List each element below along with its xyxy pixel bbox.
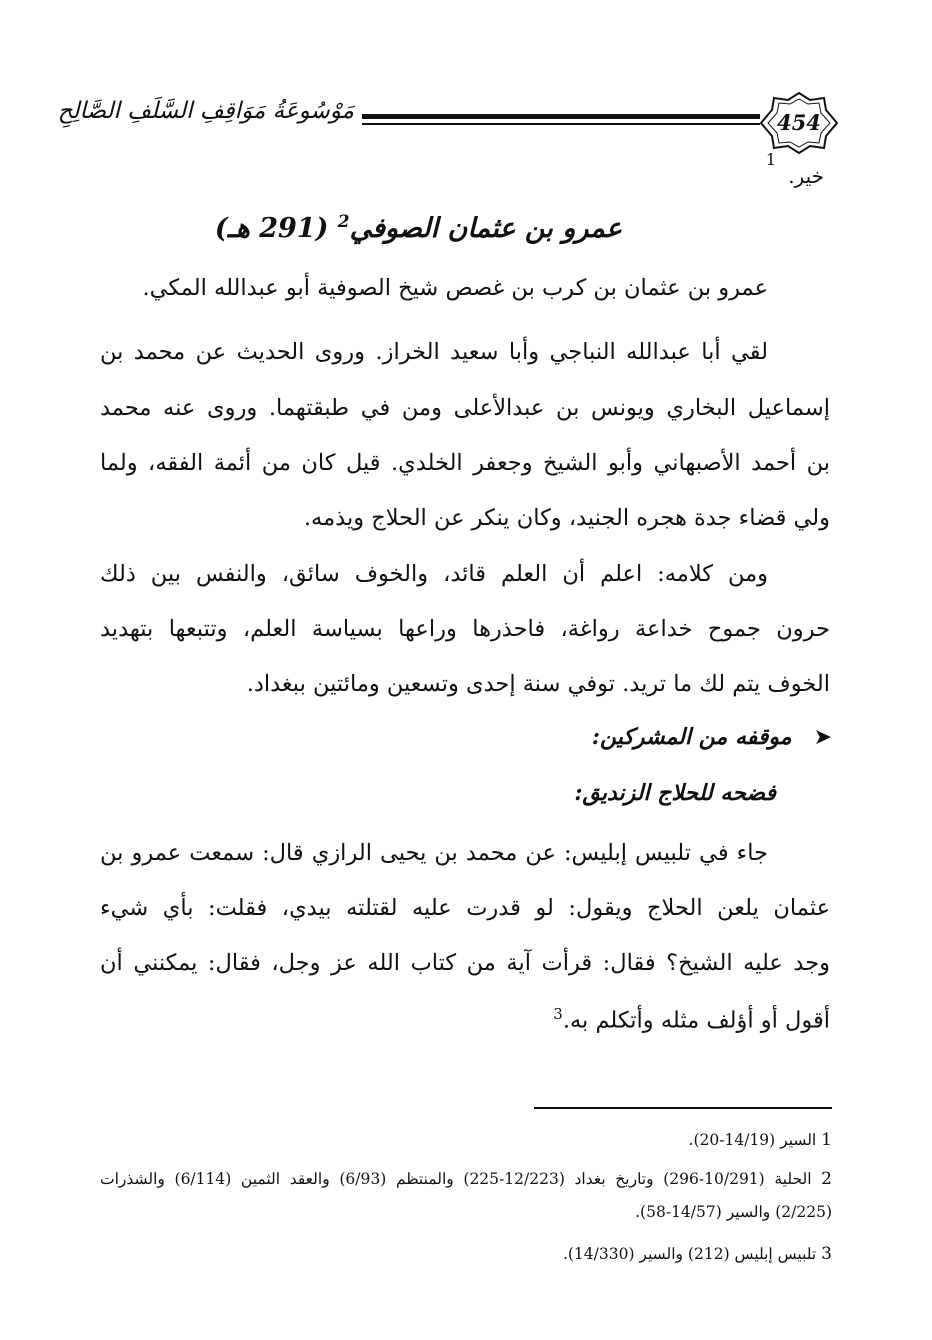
body-line: ومن كلامه: اعلم أن العلم قائد، والخوف سائق، والنفس بين ذلك (100, 561, 768, 587)
page-number: 454 (777, 110, 821, 135)
footnote-item (100, 1238, 832, 1271)
footnote-divider (534, 1107, 832, 1109)
stance-heading-text: موقفه من المشركين: (591, 724, 792, 750)
header-divider (362, 114, 760, 128)
section-title-year: (291 هـ) (214, 213, 329, 244)
body-line: ولي قضاء جدة هجره الجنيد، وكان ينكر عن الحلاج ويذمه. (303, 505, 830, 531)
story-line: جاء في تلبيس إبليس: عن محمد بن يحيى الرازي قال: سمعت عمرو بن (100, 840, 768, 866)
footnote-text: السير (14/19-20). (688, 1131, 817, 1149)
stance-heading (592, 724, 832, 750)
footnote-number: 3 (821, 1244, 832, 1264)
footnote-number: 2 (821, 1169, 832, 1189)
body-line: حرون جموح خداعة رواغة، فاحذرها وراعها بسياسة العلم، وتتبعها بتهديد (100, 616, 830, 642)
body-line: إسماعيل البخاري ويونس بن عبدالأعلى ومن في طبقتهما. وروى عنه محمد (100, 395, 830, 421)
story-line (100, 1005, 830, 1034)
footnote-text: الحلية (10/291-296) وتاريخ بغداد (12/223-225) والمنتظم (6/93) والعقد الثمين (6/114) والشذرات (2/225) والسير (14/57-58). (100, 1170, 832, 1221)
continued-text: خير. (788, 164, 824, 188)
body-line: لقي أبا عبدالله النباجي وأبا سعيد الخراز. وروى الحديث عن محمد بن (100, 339, 768, 365)
stance-subheading: فضحه للحلاج الزنديق: (574, 780, 776, 806)
arrow-bullet-icon: ➤ (813, 725, 832, 750)
body-line: بن أحمد الأصبهاني وأبو الشيخ وجعفر الخلدي. قيل كان من أئمة الفقه، ولما (100, 450, 830, 476)
footnote-number: 1 (821, 1130, 832, 1150)
footnote-text: تلبيس إبليس (212) والسير (14/330). (562, 1245, 817, 1263)
footnote-ref-3: 3 (553, 1005, 563, 1023)
story-line: وجد عليه الشيخ؟ فقال: قرأت آية من كتاب الله عز وجل، فقال: يمكنني أن (100, 950, 830, 976)
body-line: عمرو بن عثمان بن كرب بن غصص شيخ الصوفية أبو عبدالله المكي. (142, 275, 768, 301)
story-line-text: أقول أو أؤلف مثله وأتكلم به. (562, 1007, 830, 1034)
footnote-item (100, 1163, 832, 1229)
footnote-item (100, 1124, 832, 1157)
section-title (215, 212, 622, 244)
footnote-ref-2: 2 (337, 212, 350, 232)
page-number-badge (760, 92, 838, 154)
story-line: عثمان يلعن الحلاج ويقول: لو قدرت عليه لقتلته بيدي، فقلت: بأي شيء (100, 895, 830, 921)
body-line: الخوف يتم لك ما تريد. توفي سنة إحدى وتسعين ومائتين ببغداد. (246, 671, 830, 697)
book-title: مَوْسُوعَةُ مَوَاقِفِ السَّلَفِ الصَّالِحِ (57, 98, 354, 124)
footnote-ref-1: 1 (765, 150, 776, 169)
section-title-text: عمرو بن عثمان الصوفي (349, 213, 622, 244)
page-header (57, 88, 838, 158)
